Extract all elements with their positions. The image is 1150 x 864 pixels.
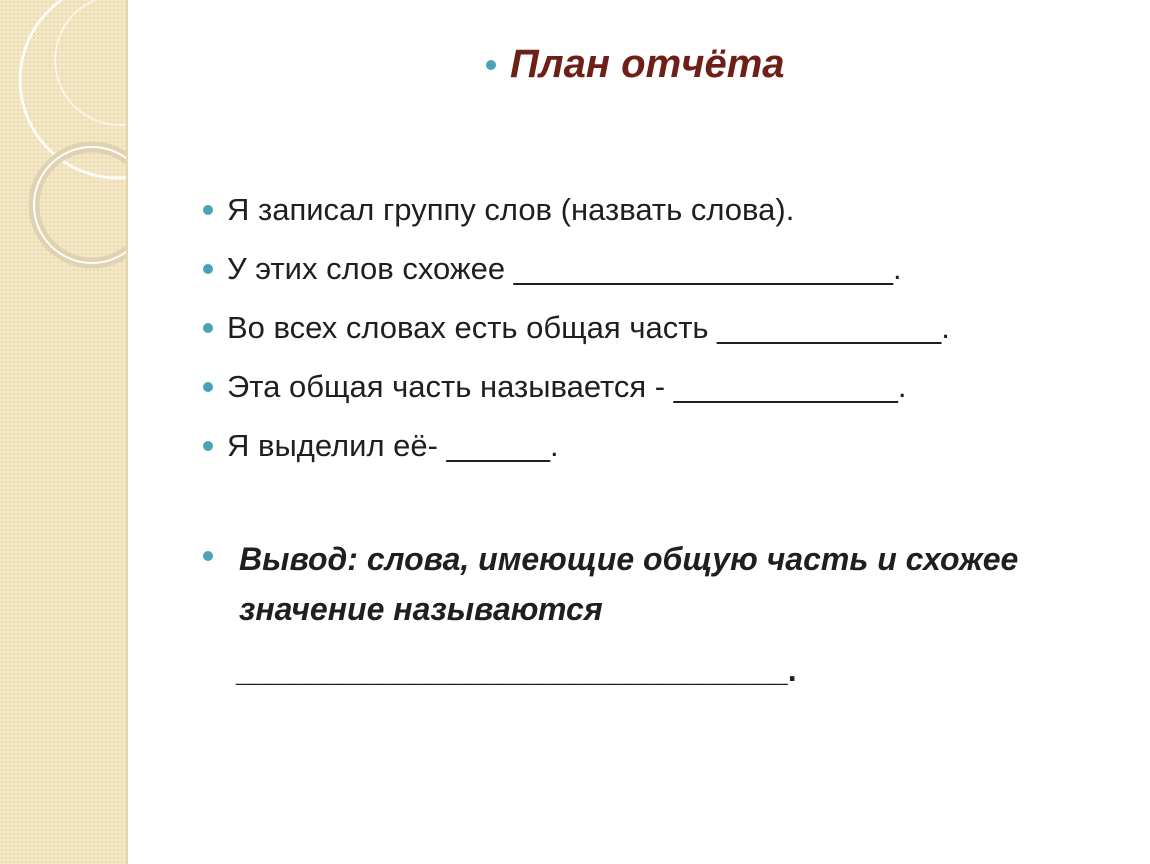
decorative-sidebar: [0, 0, 128, 864]
list-item-text: Я записал группу слов (назвать слова).: [227, 191, 795, 227]
bullet-icon: [486, 60, 496, 70]
circle-ornament-icon: [0, 0, 128, 300]
slide-title: [486, 42, 785, 87]
list-item-text: У этих слов схожее ______________________.: [227, 250, 902, 286]
bullet-icon: [203, 551, 213, 561]
bullet-icon: [203, 323, 213, 333]
list-item-text: Эта общая часть называется - _____________.: [227, 368, 907, 404]
list-item: [203, 357, 1123, 416]
list-item: [203, 239, 1123, 298]
answer-blank: _______________________________.: [236, 652, 797, 688]
conclusion-block: [203, 534, 1103, 634]
list-item-text: Во всех словах есть общая часть _____________.: [227, 309, 950, 345]
bullet-icon: [203, 264, 213, 274]
list-item: [203, 298, 1123, 357]
sidebar-divider: [126, 0, 128, 864]
bullet-icon: [203, 205, 213, 215]
list-item: [203, 180, 1123, 239]
bullet-icon: [203, 441, 213, 451]
bullet-icon: [203, 382, 213, 392]
title-text: План отчёта: [510, 42, 785, 86]
list-item-text: Я выделил её- ______.: [227, 427, 559, 463]
report-plan-list: [203, 180, 1123, 475]
list-item: [203, 416, 1123, 475]
conclusion-text: Вывод: слова, имеющие общую часть и схожее значение называются: [239, 541, 1019, 627]
